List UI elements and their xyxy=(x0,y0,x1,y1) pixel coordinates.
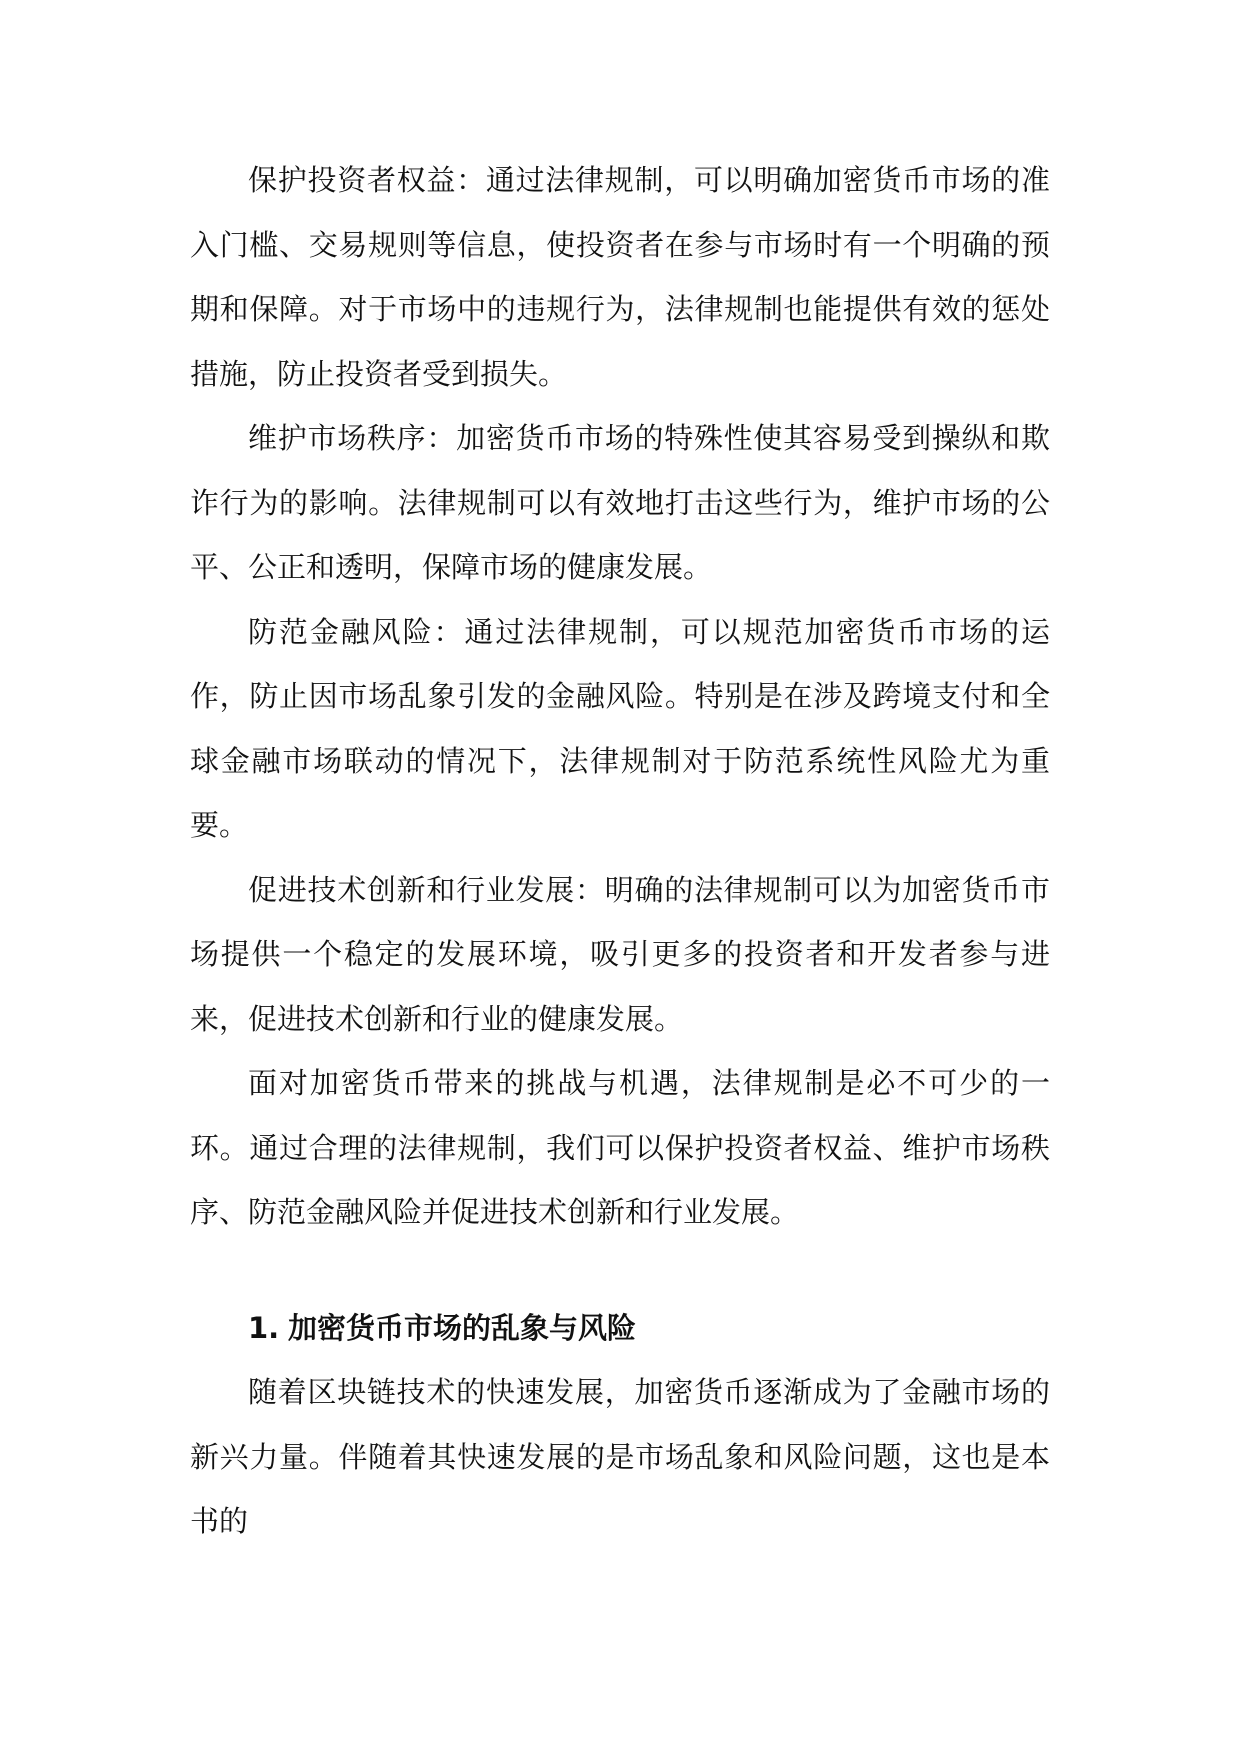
paragraph-conclusion: 面对加密货币带来的挑战与机遇，法律规制是必不可少的一环。通过合理的法律规制，我们可以保护投资者权益、维护市场秩序、防范金融风险并促进技术创新和行业发展。 xyxy=(190,1066,1050,1229)
paragraph-section-intro: 随着区块链技术的快速发展，加密货币逐渐成为了金融市场的新兴力量。伴随着其快速发展的是市场乱象和风险问题，这也是本书的 xyxy=(190,1375,1050,1538)
document-body xyxy=(190,148,1050,1554)
paragraph-financial-risk: 防范金融风险：通过法律规制，可以规范加密货币市场的运作，防止因市场乱象引发的金融风险。特别是在涉及跨境支付和全球金融市场联动的情况下，法律规制对于防范系统性风险尤为重要。 xyxy=(190,614,1050,842)
section-number: 1. xyxy=(248,1310,280,1345)
paragraph-market-order: 维护市场秩序：加密货币市场的特殊性使其容易受到操纵和欺诈行为的影响。法律规制可以有效地打击这些行为，维护市场的公平、公正和透明，保障市场的健康发展。 xyxy=(190,421,1050,584)
paragraph-investor-protection: 保护投资者权益：通过法律规制，可以明确加密货币市场的准入门槛、交易规则等信息，使投资者在参与市场时有一个明确的预期和保障。对于市场中的违规行为，法律规制也能提供有效的惩处措施，防止投资者受到损失。 xyxy=(190,163,1050,391)
paragraph-innovation: 促进技术创新和行业发展：明确的法律规制可以为加密货币市场提供一个稳定的发展环境，吸引更多的投资者和开发者参与进来，促进技术创新和行业的健康发展。 xyxy=(190,872,1050,1036)
section-title: 加密货币市场的乱象与风险 xyxy=(288,1310,637,1345)
section-heading xyxy=(190,1296,1050,1361)
